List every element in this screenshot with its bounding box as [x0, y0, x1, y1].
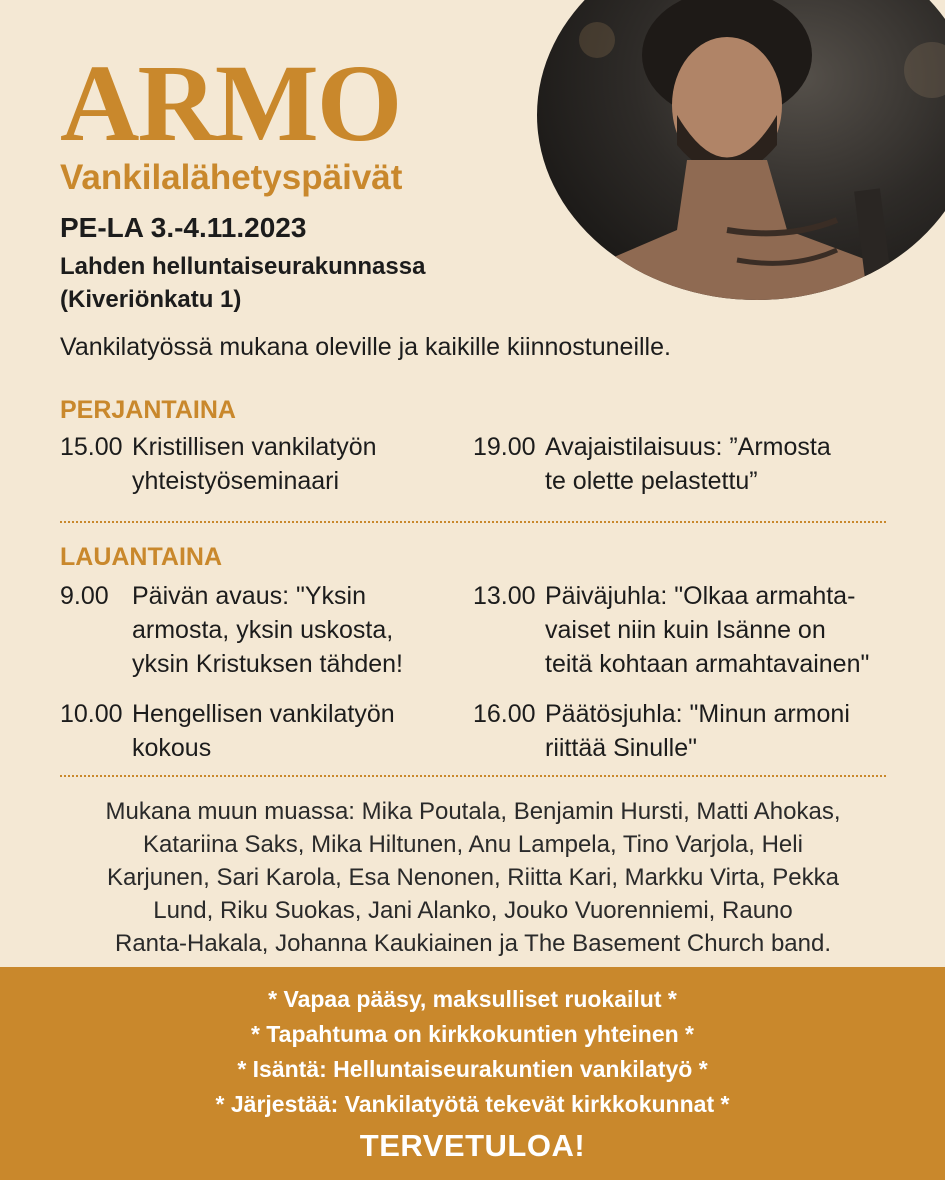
venue-name: Lahden helluntaiseurakunnassa	[60, 253, 426, 280]
event-desc-line: te olette pelastettu”	[545, 467, 758, 495]
venue-address: (Kiveriönkatu 1)	[60, 286, 242, 313]
event-desc-line: Hengellisen vankilatyön	[132, 700, 395, 728]
guest-list-line: Karjunen, Sari Karola, Esa Nenonen, Riitta Kari, Markku Virta, Pekka	[107, 864, 839, 891]
event-desc-line: Kristillisen vankilatyön	[132, 433, 377, 461]
event-desc-line: yksin Kristuksen tähden!	[132, 650, 403, 678]
event-time: 19.00	[473, 433, 536, 461]
event-description	[132, 430, 377, 498]
event-time: 15.00	[60, 433, 123, 461]
portrait-photo	[537, 0, 945, 300]
event-venue	[60, 250, 520, 316]
event-desc-line: armosta, yksin uskosta,	[132, 616, 394, 644]
event-description	[545, 697, 850, 765]
dotted-separator	[60, 775, 886, 777]
guest-list-line: Ranta-Hakala, Johanna Kaukiainen ja The Basement Church band.	[114, 930, 831, 957]
footer-banner	[0, 967, 945, 1180]
event-time: 16.00	[473, 700, 536, 728]
dotted-separator	[60, 521, 886, 523]
event-title: ARMO	[60, 42, 401, 164]
event-description	[132, 579, 403, 681]
guest-list	[48, 795, 898, 960]
event-subtitle: Vankilalähetyspäivät	[60, 158, 403, 197]
event-desc-line: Päiväjuhla: "Olkaa armahta-	[545, 582, 856, 610]
event-time: 9.00	[60, 582, 109, 610]
guest-list-line: Mukana muun muassa: Mika Poutala, Benjamin Hursti, Matti Ahokas,	[105, 798, 841, 825]
event-dates: PE-LA 3.-4.11.2023	[60, 212, 307, 243]
event-description	[132, 697, 395, 765]
event-desc-line: vaiset niin kuin Isänne on	[545, 616, 826, 644]
event-desc-line: Avajaistilaisuus: ”Armosta	[545, 433, 831, 461]
event-desc-line: kokous	[132, 734, 212, 762]
event-desc-line: yhteistyöseminaari	[132, 467, 340, 495]
friday-heading: PERJANTAINA	[60, 396, 236, 424]
footer-line: * Tapahtuma on kirkkokuntien yhteinen *	[250, 1021, 695, 1047]
footer-line: * Järjestää: Vankilatyötä tekevät kirkkokunnat *	[215, 1091, 730, 1117]
guest-list-line: Katariina Saks, Mika Hiltunen, Anu Lampela, Tino Varjola, Heli	[143, 831, 803, 858]
audience-text: Vankilatyössä mukana oleville ja kaikille kiinnostuneille.	[60, 333, 671, 361]
event-desc-line: riittää Sinulle"	[545, 734, 698, 762]
event-desc-line: teitä kohtaan armahtavainen"	[545, 650, 870, 678]
welcome-text: TERVETULOA!	[359, 1128, 586, 1163]
event-time: 10.00	[60, 700, 123, 728]
footer-line: * Vapaa pääsy, maksulliset ruokailut *	[268, 986, 677, 1012]
guest-list-line: Lund, Riku Suokas, Jani Alanko, Jouko Vuorenniemi, Rauno	[153, 897, 793, 924]
event-description	[545, 579, 869, 681]
event-desc-line: Päivän avaus: "Yksin	[132, 582, 366, 610]
footer-line: * Isäntä: Helluntaiseurakuntien vankilatyö *	[237, 1056, 708, 1082]
event-description	[545, 430, 831, 498]
event-desc-line: Päätösjuhla: "Minun armoni	[545, 700, 850, 728]
saturday-heading: LAUANTAINA	[60, 543, 223, 571]
event-time: 13.00	[473, 582, 536, 610]
